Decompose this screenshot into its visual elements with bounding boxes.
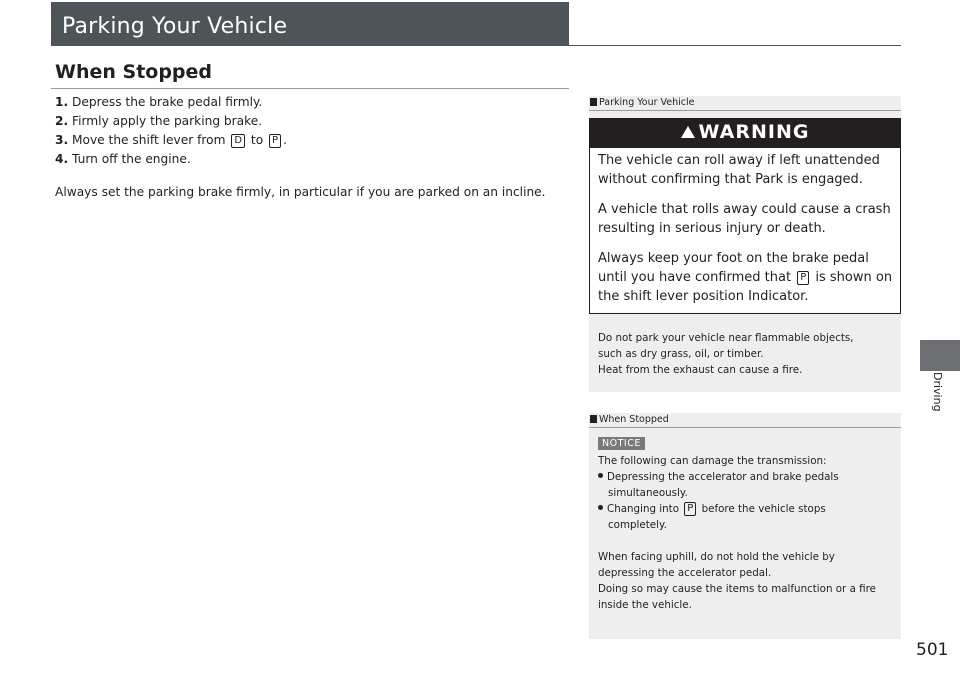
notice-bullet-1-cont: simultaneously. [608, 487, 688, 499]
step-text: Move the shift lever from [72, 133, 226, 147]
chapter-label: Driving [931, 372, 944, 412]
notice-paragraph-line: Doing so may cause the items to malfunction or a fire [598, 583, 876, 595]
panel-rule [589, 110, 901, 111]
page-number: 501 [916, 640, 949, 660]
step-1 [55, 95, 262, 109]
shift-key-p: P [269, 134, 281, 148]
bullet-icon [598, 505, 603, 510]
shift-key-p: P [684, 502, 696, 516]
shift-key-d: D [231, 134, 245, 148]
notice-badge: NOTICE [598, 437, 645, 450]
title-rule [569, 45, 901, 46]
warning-paragraph-3: Always keep your foot on the brake pedal until you have confirmed that P is shown on the shift lever position Indicator. [598, 251, 893, 304]
panel-note-line: Heat from the exhaust can cause a fire. [598, 364, 803, 376]
step-2 [55, 114, 262, 128]
notice-paragraph-line: inside the vehicle. [598, 599, 692, 611]
step-text: Firmly apply the parking brake. [72, 114, 263, 128]
reference-mark-icon [590, 98, 597, 106]
panel-heading: Parking Your Vehicle [590, 97, 695, 108]
step-number: 1. [55, 95, 69, 109]
warning-paragraph-1: The vehicle can roll away if left unattended without confirming that Park is engaged. [598, 153, 880, 187]
warning-paragraph-2: A vehicle that rolls away could cause a crash resulting in serious injury or death. [598, 202, 891, 236]
notice-bullet-2: Changing into P before the vehicle stops [598, 501, 826, 517]
panel-rule [589, 427, 901, 428]
step-text: Depress the brake pedal firmly. [72, 95, 263, 109]
notice-paragraph-line: depressing the accelerator pedal. [598, 567, 772, 579]
step-text: . [283, 133, 287, 147]
panel-note-line: such as dry grass, oil, or timber. [598, 348, 764, 360]
chapter-side-tab [920, 340, 960, 371]
notice-intro: The following can damage the transmission: [598, 455, 827, 467]
panel-note-line: Do not park your vehicle near flammable objects, [598, 332, 854, 344]
step-3 [55, 133, 287, 148]
warning-title: WARNING [590, 121, 900, 143]
notice-bullet-2-cont: completely. [608, 519, 667, 531]
page-title: Parking Your Vehicle [62, 14, 288, 39]
bullet-icon [598, 473, 603, 478]
shift-key-p: P [797, 271, 809, 285]
body-paragraph: Always set the parking brake firmly, in particular if you are parked on an incline. [55, 185, 546, 199]
step-number: 3. [55, 133, 69, 147]
warning-triangle-icon [681, 126, 695, 138]
step-text: Turn off the engine. [72, 152, 191, 166]
panel-heading: When Stopped [590, 414, 669, 425]
section-heading: When Stopped [55, 61, 213, 83]
section-rule [51, 88, 569, 89]
step-text: to [250, 133, 264, 147]
notice-bullet-1: Depressing the accelerator and brake pedals [598, 469, 839, 485]
notice-paragraph-line: When facing uphill, do not hold the vehicle by [598, 551, 835, 563]
step-number: 2. [55, 114, 69, 128]
step-number: 4. [55, 152, 69, 166]
reference-mark-icon [590, 415, 597, 423]
step-4 [55, 152, 191, 166]
